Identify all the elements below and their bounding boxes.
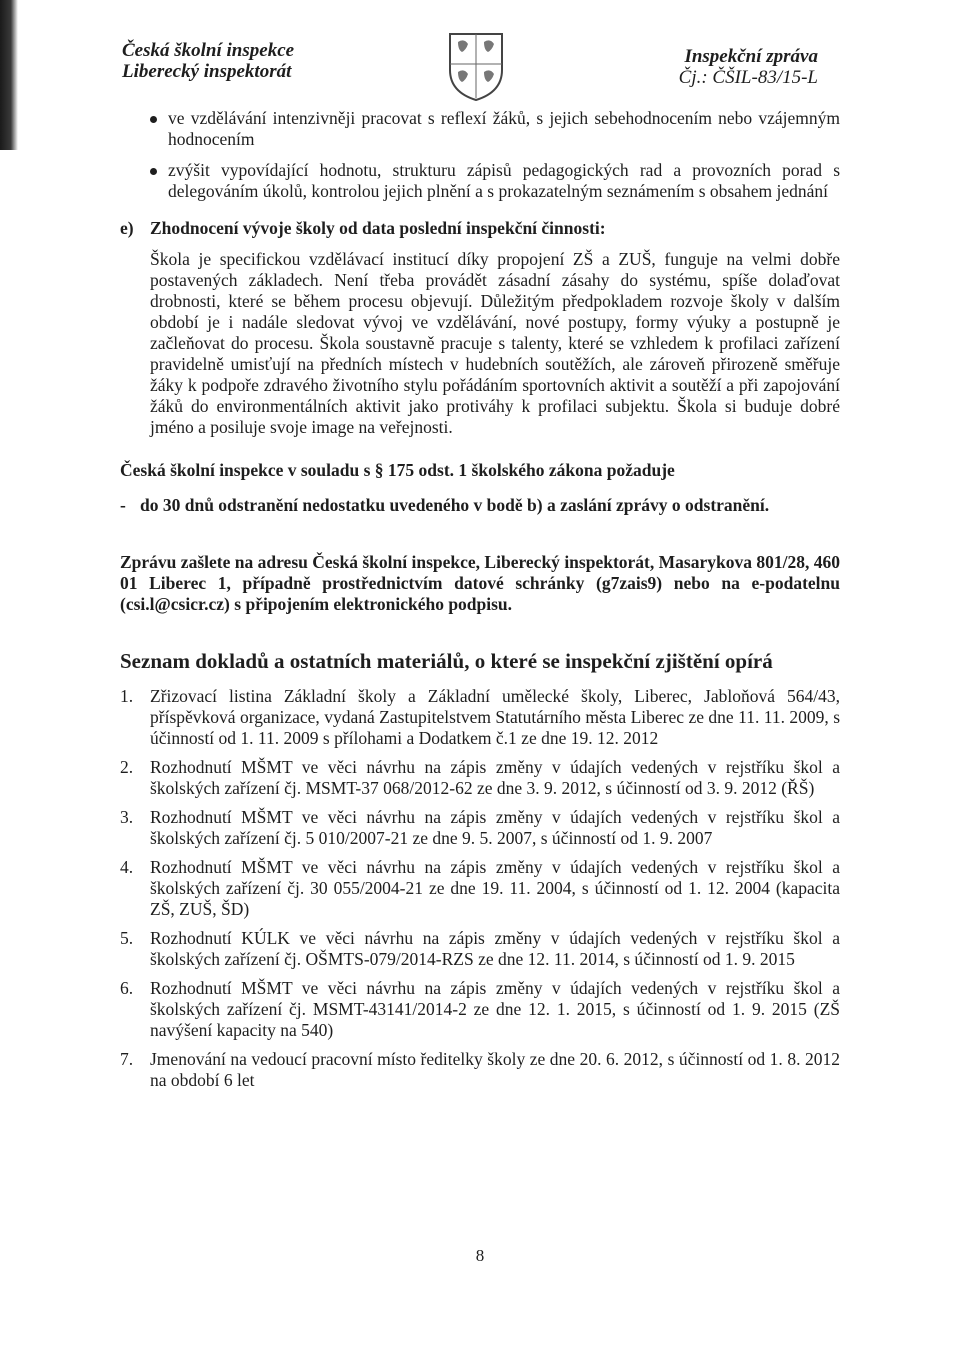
dash-marker: - <box>120 495 126 515</box>
header-right <box>679 46 818 88</box>
list-text: Rozhodnutí MŠMT ve věci návrhu na zápis změny v údajích vedených v rejstříku škol a školských zařízení čj. MSMT-37 068/2012-62 ze dne 3. 9. 2012, s účinností od 3. 9. 2012 (ŘŠ) <box>150 757 840 798</box>
section-e-heading <box>120 218 840 239</box>
list-number: 3. <box>120 807 134 827</box>
page-number: 8 <box>475 1246 485 1265</box>
section-e-label: e) <box>120 218 134 238</box>
list-text: Rozhodnutí MŠMT ve věci návrhu na zápis změny v údajích vedených v rejstříku škol a školských zařízení čj. 30 055/2004-21 ze dne 19. 11. 2004, s účinností od 1. 12. 2004 (kapacita ZŠ, ZUŠ, ŠD) <box>150 857 840 919</box>
header-institution: Česká školní inspekce <box>122 40 295 61</box>
list-text: Zřizovací listina Základní školy a Základní umělecké školy, Liberec, Jabloňová 564/43, příspěvková organizace, vydaná Zastupitelstvem Statutárního města Liberec ze dne 11. 11. 2009, s účinností od 1. 11. 2009 s přílohami a Dodatkem č.1 ze dne 19. 12. 2012 <box>150 686 840 748</box>
list-item <box>120 807 840 849</box>
list-text: Rozhodnutí MŠMT ve věci návrhu na zápis změny v údajích vedených v rejstříku škol a školských zařízení čj. MSMT-43141/2014-2 ze dne 12. 1. 2015, s účinností od 1. 9. 2015 (ZŠ navýšení kapacity na 540) <box>150 978 840 1040</box>
section-e-paragraph: Škola je specifickou vzdělávací institucí díky propojení ZŠ a ZUŠ, funguje na velmi dobře postavených základech. Není třeba provádět zásadní zásahy do systému, spíše dolaďovat drobnosti, které se během procesu objevují. Důležitým předpokladem rozvoje školy v dalším období je i nadále sledovat vývoj ve vzdělávání, nové postupy, formy výuky a postupně je začleňovat do procesu. Škola soustavně pracuje s talenty, které se vzhledem k profilaci zařízení pravidelně umisťují na předních místech v hudebních soutěžích, ale zároveň přirozeně směřuje žáky k podpoře zdravého životního stylu pořádáním sportovních aktivit a soutěží a při zapojování žáků do environmentálních aktivit jako protiváhy k profilaci subjektu. Škola si buduje dobré jméno a posiluje svoje image na veřejnosti. <box>150 249 840 437</box>
list-number: 6. <box>120 978 134 998</box>
bullet-text: zvýšit vypovídající hodnotu, strukturu zápisů pedagogických rad a provozních porad s delegováním úkolů, kontrolou jejich plnění a s prokazatelným seznámením s obsahem jednání <box>168 160 840 201</box>
list-number: 4. <box>120 857 134 877</box>
list-item <box>120 1049 840 1091</box>
bullet-icon <box>150 116 157 123</box>
bullet-icon <box>150 168 157 175</box>
list-item <box>120 928 840 970</box>
list-item <box>120 978 840 1041</box>
scan-edge-shadow <box>0 0 18 150</box>
bullet-item <box>120 160 840 202</box>
list-number: 2. <box>120 757 134 777</box>
list-text: Rozhodnutí KÚLK ve věci návrhu na zápis změny v údajích vedených v rejstříku škol a školských zařízení čj. OŠMTS-079/2014-RZS ze dne 12. 11. 2014, s účinností od 1. 9. 2015 <box>150 928 840 969</box>
list-number: 5. <box>120 928 134 948</box>
reference-number: Čj.: ČŠIL-83/15-L <box>678 67 818 88</box>
bullet-item <box>120 108 840 150</box>
section-e-title: Zhodnocení vývoje školy od data poslední inspekční činnosti: <box>150 218 606 238</box>
list-text: Rozhodnutí MŠMT ve věci návrhu na zápis změny v údajích vedených v rejstříku škol a školských zařízení čj. 5 010/2007-21 ze dne 9. 5. 2007, s účinností od 1. 9. 2007 <box>150 807 840 848</box>
czech-coat-of-arms-icon <box>446 30 506 102</box>
list-number: 1. <box>120 686 134 706</box>
section-e <box>120 218 840 438</box>
submission-instructions: Zprávu zašlete na adresu Česká školní inspekce, Liberecký inspektorát, Masarykova 801/28, 460 01 Liberec 1, případně prostřednictvím datové schránky (g7zais9) nebo na e-podatelnu (csi.l@csicr.cz) s připojením elektronického podpisu. <box>120 552 840 614</box>
list-item <box>120 757 840 799</box>
requirement-statement: Česká školní inspekce v souladu s § 175 odst. 1 školského zákona požaduje <box>120 460 675 480</box>
list-text: Jmenování na vedoucí pracovní místo ředitelky školy ze dne 20. 6. 2012, s účinností od 1. 8. 2012 na období 6 let <box>150 1049 840 1090</box>
bullet-text: ve vzdělávání intenzivněji pracovat s reflexí žáků, s jejich sebehodnocením nebo vzájemným hodnocením <box>168 108 840 149</box>
header-inspectorate: Liberecký inspektorát <box>122 61 292 82</box>
documents-heading: Seznam dokladů a ostatních materiálů, o které se inspekční zjištění opírá <box>120 649 773 673</box>
requirement-text: do 30 dnů odstranění nedostatku uvedeného v bodě b) a zaslání zprávy o odstranění. <box>140 495 770 515</box>
report-title: Inspekční zpráva <box>684 46 818 67</box>
list-item <box>120 686 840 749</box>
document-body <box>120 108 840 1099</box>
requirement-item <box>120 495 840 516</box>
header-left <box>122 40 294 82</box>
documents-list <box>120 686 840 1091</box>
list-item <box>120 857 840 920</box>
list-number: 7. <box>120 1049 134 1069</box>
